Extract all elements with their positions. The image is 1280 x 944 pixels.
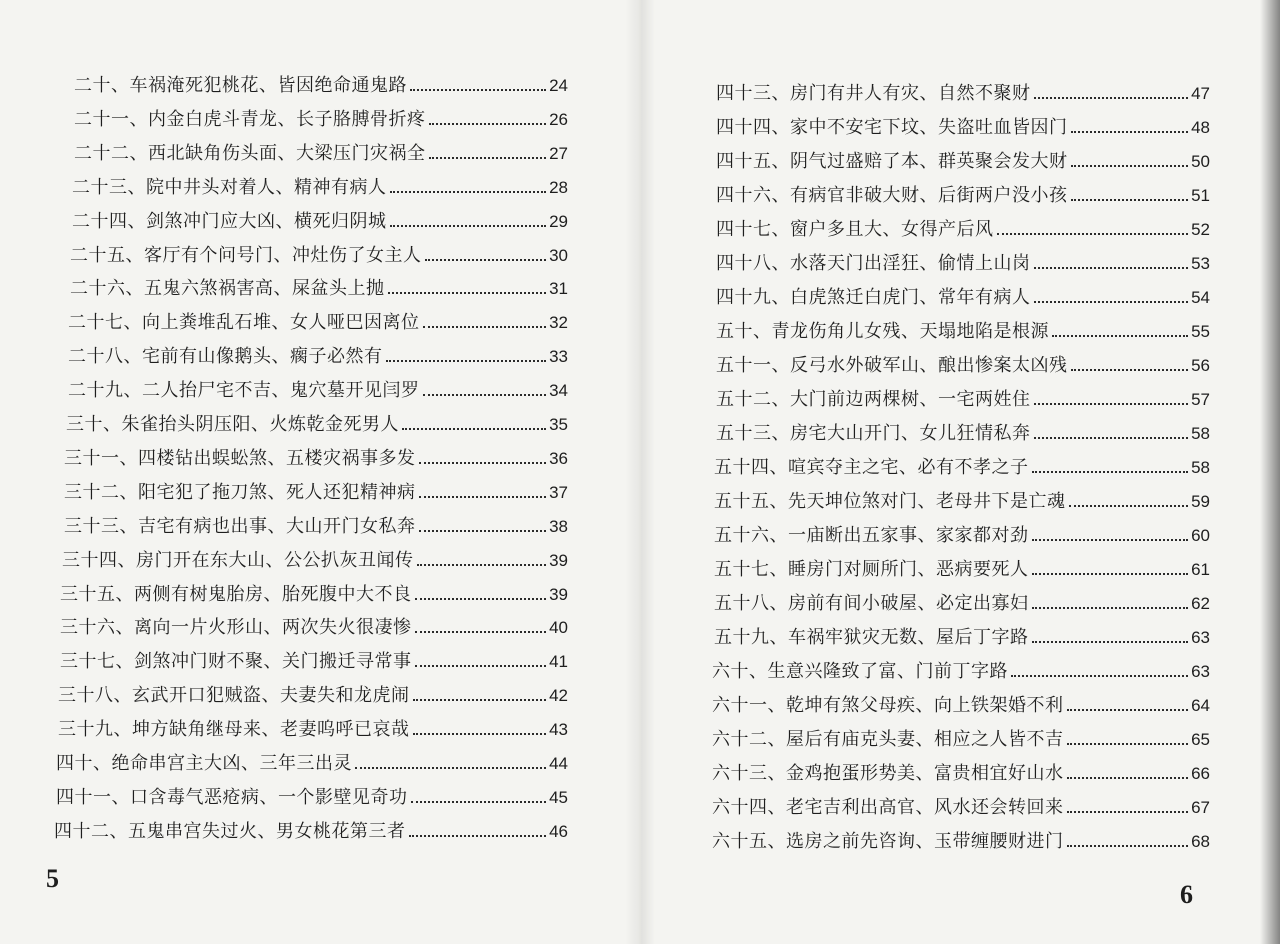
- toc-entry: [54, 820, 568, 844]
- dot-leader: [386, 360, 547, 362]
- toc-entry: [712, 660, 1210, 684]
- dot-leader: [1032, 573, 1189, 575]
- entry-page-number: 54: [1191, 288, 1210, 307]
- entry-page-number: 31: [549, 279, 568, 299]
- entry-title: 六十一、乾坤有煞父母疾、向上铁架婚不利: [712, 695, 1064, 716]
- entry-title: 四十三、房门有井人有灾、自然不聚财: [716, 83, 1031, 104]
- dot-leader: [390, 225, 547, 227]
- entry-page-number: 52: [1191, 220, 1210, 239]
- entry-page-number: 36: [549, 448, 568, 468]
- entry-title: 二十九、二人抬尸宅不吉、鬼穴墓开见闫罗: [68, 380, 420, 402]
- dot-leader: [1034, 403, 1189, 405]
- entry-title: 二十一、内金白虎斗青龙、长子胳膊骨折疼: [74, 108, 426, 130]
- entry-title: 二十三、院中井头对着人、精神有病人: [72, 176, 387, 198]
- entry-title: 三十一、四楼钻出蜈蚣煞、五楼灾祸事多发: [64, 447, 416, 469]
- dot-leader: [1011, 675, 1188, 677]
- toc-entry: [60, 616, 568, 640]
- entry-title: 四十九、白虎煞迁白虎门、常年有病人: [716, 287, 1031, 308]
- toc-entry: [712, 728, 1210, 752]
- dot-leader: [1067, 811, 1189, 813]
- entry-page-number: 46: [549, 821, 568, 841]
- entry-page-number: 28: [549, 177, 568, 197]
- dot-leader: [1032, 641, 1189, 643]
- dot-leader: [419, 496, 547, 498]
- toc-entry: [56, 752, 568, 776]
- toc-entry: [64, 515, 568, 539]
- entry-page-number: 55: [1191, 322, 1210, 341]
- entry-title: 二十六、五鬼六煞祸害高、屎盆头上抛: [70, 278, 385, 300]
- toc-entry: [70, 277, 568, 301]
- entry-page-number: 68: [1191, 832, 1210, 851]
- dot-leader: [1071, 199, 1189, 201]
- toc-entry: [714, 490, 1210, 514]
- toc-entry: [64, 447, 568, 471]
- toc-entry: [716, 82, 1210, 106]
- page-edge-shadow: [1260, 0, 1280, 944]
- entry-title: 三十四、房门开在东大山、公公扒灰丑闻传: [62, 549, 414, 571]
- toc-entry: [72, 210, 568, 234]
- toc-entry: [74, 108, 568, 132]
- dot-leader: [415, 665, 547, 667]
- entry-title: 二十二、西北缺角伤头面、大梁压门灾祸全: [74, 142, 426, 164]
- toc-entry: [716, 422, 1210, 446]
- book-gutter: [625, 0, 655, 944]
- dot-leader: [390, 191, 547, 193]
- toc-entry: [716, 184, 1210, 208]
- dot-leader: [415, 631, 547, 633]
- entry-page-number: 66: [1191, 764, 1210, 783]
- entry-title: 四十四、家中不安宅下坟、失盗吐血皆因门: [716, 117, 1068, 138]
- entry-title: 二十七、向上粪堆乱石堆、女人哑巴因离位: [68, 312, 420, 334]
- entry-title: 二十八、宅前有山像鹅头、瘸子必然有: [68, 346, 383, 368]
- dot-leader: [1032, 471, 1189, 473]
- dot-leader: [1034, 97, 1189, 99]
- dot-leader: [1067, 845, 1189, 847]
- entry-title: 五十五、先天坤位煞对门、老母井下是亡魂: [714, 491, 1066, 512]
- toc-entry: [74, 142, 568, 166]
- page-number: 6: [1180, 880, 1193, 909]
- entry-title: 五十七、睡房门对厕所门、恶病要死人: [714, 559, 1029, 580]
- toc-entry: [714, 592, 1210, 616]
- toc-entry: [68, 379, 568, 403]
- entry-page-number: 67: [1191, 798, 1210, 817]
- entry-title: 二十四、剑煞冲门应大凶、横死归阴城: [72, 210, 387, 232]
- dot-leader: [1069, 505, 1189, 507]
- toc-entry: [716, 116, 1210, 140]
- dot-leader: [1032, 607, 1189, 609]
- entry-page-number: 60: [1191, 526, 1210, 545]
- entry-title: 四十七、窗户多且大、女得产后风: [716, 219, 994, 240]
- entry-title: 四十五、阴气过盛赔了本、群英聚会发大财: [716, 151, 1068, 172]
- entry-page-number: 56: [1191, 356, 1210, 375]
- toc-entry: [716, 388, 1210, 412]
- entry-title: 六十三、金鸡抱蛋形势美、富贵相宜好山水: [712, 763, 1064, 784]
- dot-leader: [1067, 743, 1189, 745]
- toc-entry: [60, 650, 568, 674]
- entry-page-number: 27: [549, 143, 568, 163]
- toc-entry: [68, 311, 568, 335]
- dot-leader: [410, 89, 546, 91]
- toc-entry: [716, 150, 1210, 174]
- toc-entry: [58, 684, 568, 708]
- entry-title: 四十二、五鬼串宫失过火、男女桃花第三者: [54, 820, 406, 842]
- entry-title: 五十、青龙伤角儿女残、天塌地陷是根源: [716, 321, 1049, 342]
- entry-title: 四十八、水落天门出淫狂、偷情上山岗: [716, 253, 1031, 274]
- toc-entry: [716, 218, 1210, 242]
- entry-title: 二十五、客厅有个问号门、冲灶伤了女主人: [70, 244, 422, 266]
- entry-page-number: 58: [1191, 424, 1210, 443]
- entry-title: 二十、车祸淹死犯桃花、皆因绝命通鬼路: [74, 75, 407, 96]
- entry-title: 五十二、大门前边两棵树、一宅两姓住: [716, 389, 1031, 410]
- entry-page-number: 57: [1191, 390, 1210, 409]
- page-number: 5: [46, 864, 59, 893]
- dot-leader: [419, 530, 547, 532]
- dot-leader: [1034, 267, 1189, 269]
- entry-page-number: 47: [1191, 84, 1210, 103]
- dot-leader: [1034, 437, 1189, 439]
- dot-leader: [1071, 165, 1189, 167]
- entry-page-number: 30: [549, 245, 568, 265]
- entry-title: 三十二、阳宅犯了拖刀煞、死人还犯精神病: [64, 481, 416, 503]
- entry-title: 四十、绝命串宫主大凶、三年三出灵: [56, 753, 352, 774]
- entry-title: 五十三、房宅大山开门、女儿狂情私奔: [716, 423, 1031, 444]
- entry-page-number: 51: [1191, 186, 1210, 205]
- entry-title: 六十二、屋后有庙克头妻、相应之人皆不吉: [712, 729, 1064, 750]
- entry-page-number: 64: [1191, 696, 1210, 715]
- dot-leader: [429, 157, 547, 159]
- dot-leader: [413, 733, 547, 735]
- toc-entry: [72, 176, 568, 200]
- toc-entry: [712, 694, 1210, 718]
- toc-entry: [712, 762, 1210, 786]
- entry-page-number: 62: [1191, 594, 1210, 613]
- toc-entry: [66, 413, 568, 437]
- dot-leader: [413, 699, 547, 701]
- entry-title: 三十五、两侧有树鬼胎房、胎死腹中大不良: [60, 583, 412, 605]
- dot-leader: [425, 259, 547, 261]
- entry-page-number: 37: [549, 482, 568, 502]
- entry-page-number: 32: [549, 313, 568, 333]
- dot-leader: [423, 394, 547, 396]
- dot-leader: [355, 767, 546, 769]
- toc-entry: [716, 286, 1210, 310]
- entry-title: 六十五、选房之前先咨询、玉带缠腰财进门: [712, 831, 1064, 852]
- entry-title: 五十八、房前有间小破屋、必定出寡妇: [714, 593, 1029, 614]
- toc-entry: [716, 252, 1210, 276]
- dot-leader: [1032, 539, 1189, 541]
- entry-page-number: 45: [549, 787, 568, 807]
- entry-title: 三十九、坤方缺角继母来、老妻呜呼已哀哉: [58, 719, 410, 741]
- toc-entry: [714, 524, 1210, 548]
- entry-page-number: 43: [549, 720, 568, 740]
- dot-leader: [417, 564, 547, 566]
- entry-title: 三十七、剑煞冲门财不聚、关门搬迁寻常事: [60, 651, 412, 673]
- dot-leader: [429, 123, 547, 125]
- dot-leader: [1071, 131, 1189, 133]
- dot-leader: [419, 462, 547, 464]
- entry-page-number: 24: [549, 76, 568, 95]
- toc-entry: [74, 74, 568, 98]
- entry-page-number: 59: [1191, 492, 1210, 511]
- dot-leader: [1071, 369, 1189, 371]
- dot-leader: [997, 233, 1189, 235]
- toc-entry: [712, 830, 1210, 854]
- entry-page-number: 26: [549, 109, 568, 129]
- entry-page-number: 39: [549, 550, 568, 570]
- toc-entry: [56, 786, 568, 810]
- entry-page-number: 63: [1191, 628, 1210, 647]
- toc-entry: [712, 796, 1210, 820]
- entry-title: 四十六、有病官非破大财、后街两户没小孩: [716, 185, 1068, 206]
- entry-title: 五十九、车祸牢狱灾无数、屋后丁字路: [714, 627, 1029, 648]
- toc-entry: [64, 481, 568, 505]
- dot-leader: [1034, 301, 1189, 303]
- entry-title: 四十一、口含毒气恶疮病、一个影壁见奇功: [56, 786, 408, 808]
- entry-page-number: 35: [549, 415, 568, 434]
- toc-entry: [58, 718, 568, 742]
- entry-page-number: 65: [1191, 730, 1210, 749]
- toc-entry: [714, 558, 1210, 582]
- toc-entry: [68, 345, 568, 369]
- dot-leader: [409, 835, 547, 837]
- toc-entry: [70, 244, 568, 268]
- entry-page-number: 53: [1191, 254, 1210, 273]
- entry-title: 三十六、离向一片火形山、两次失火很凄惨: [60, 617, 412, 639]
- entry-page-number: 48: [1191, 118, 1210, 137]
- right-page: [640, 0, 1280, 944]
- entry-page-number: 39: [549, 584, 568, 604]
- entry-page-number: 34: [549, 381, 568, 401]
- toc-entry: [714, 626, 1210, 650]
- entry-page-number: 42: [549, 686, 568, 706]
- entry-title: 六十四、老宅吉利出高官、风水还会转回来: [712, 797, 1064, 818]
- dot-leader: [411, 801, 547, 803]
- entry-page-number: 33: [549, 347, 568, 367]
- entry-page-number: 63: [1191, 662, 1210, 681]
- entry-page-number: 50: [1191, 152, 1210, 171]
- toc-entry: [60, 583, 568, 607]
- dot-leader: [1052, 335, 1188, 337]
- dot-leader: [402, 428, 546, 430]
- toc-entry: [714, 456, 1210, 480]
- entry-page-number: 61: [1191, 560, 1210, 579]
- entry-page-number: 41: [549, 652, 568, 672]
- toc-entry: [716, 354, 1210, 378]
- entry-page-number: 40: [549, 618, 568, 638]
- dot-leader: [415, 598, 547, 600]
- entry-title: 五十六、一庙断出五家事、家家都对劲: [714, 525, 1029, 546]
- entry-title: 五十一、反弓水外破军山、酿出惨案太凶残: [716, 355, 1068, 376]
- entry-page-number: 44: [549, 754, 568, 773]
- entry-page-number: 58: [1191, 458, 1210, 477]
- dot-leader: [423, 326, 547, 328]
- entry-title: 三十三、吉宅有病也出事、大山开门女私奔: [64, 515, 416, 537]
- dot-leader: [1067, 777, 1189, 779]
- entry-page-number: 38: [549, 516, 568, 536]
- entry-title: 五十四、喧宾夺主之宅、必有不孝之子: [714, 457, 1029, 478]
- entry-title: 三十、朱雀抬头阴压阳、火炼乾金死男人: [66, 414, 399, 435]
- dot-leader: [1067, 709, 1189, 711]
- entry-title: 三十八、玄武开口犯贼盗、夫妻失和龙虎闹: [58, 685, 410, 707]
- entry-page-number: 29: [549, 211, 568, 231]
- entry-title: 六十、生意兴隆致了富、门前丁字路: [712, 661, 1008, 682]
- toc-entry: [62, 549, 568, 573]
- dot-leader: [388, 292, 547, 294]
- toc-entry: [716, 320, 1210, 344]
